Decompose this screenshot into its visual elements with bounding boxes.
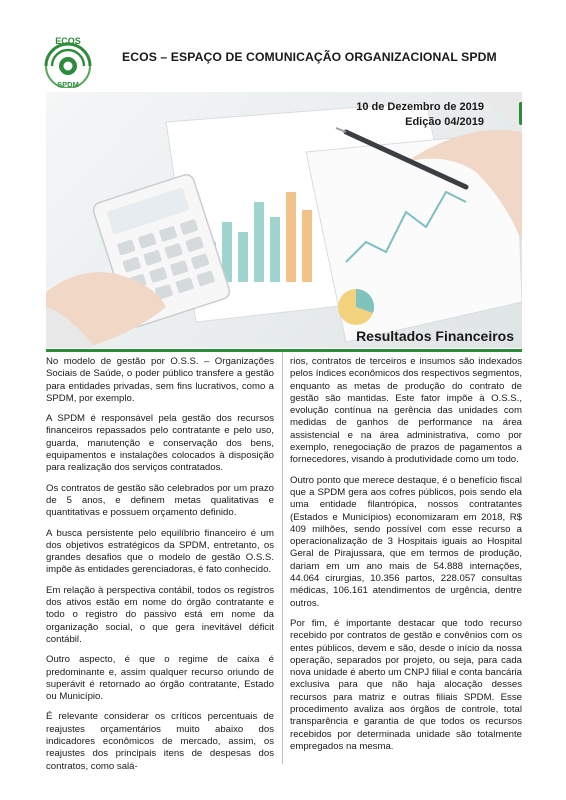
hero-image — [46, 92, 522, 348]
article-paragraph: No modelo de gestão por O.S.S. – Organizações Sociais de Saúde, o poder público transfere a gestão para entidades privadas, sem fins lucrativos, como a SPDM, por exemplo. — [46, 356, 274, 404]
article-paragraph: Em relação à perspectiva contábil, todos os registros dos ativos estão em nome do órgão contratante e todo o registro do passivo está em nome da organização social, o que gera inevitável déficit contábil. — [46, 584, 274, 645]
hero-illustration — [46, 92, 522, 348]
article-paragraph: rios, contratos de terceiros e insumos são indexados pelos índices econômicos dos respectivos segmentos, enquanto as metas de produção do contrato de gestão são mantidas. Este fator impõe à O.S.S., evolução contínua na gerência das unidades com medidas de ganhos de performance na área assistencial e na área administrativa, como por exemplo, renegociação de prazos de pagamentos a fornecedores, visando à produtividade como um todo. — [290, 356, 522, 466]
article-column-left — [46, 356, 274, 781]
section-rule — [46, 349, 522, 352]
edition-number: Edição 04/2019 — [405, 116, 484, 128]
article-paragraph: A SPDM é responsável pela gestão dos recursos financeiros repassados pelo contratante e pelo uso, guarda, manutenção e conservação dos bens, equipamentos e instalações colocados à disposição para realização dos serviços contratados. — [46, 413, 274, 474]
article-paragraph: Outro ponto que merece destaque, é o benefício fiscal que a SPDM gera aos cofres públicos, pois sendo ela uma entidade filantrópica, nossos contratantes (Estados e Municípios) economizaram em 2018, R$ 409 milhões, sendo possível com esse recurso a operacionalização de 3 Hospitais iguais ao Hospital Geral de Pirajussara, que em termos de produção, dariam em um ano mais de 54.888 internações, 44.064 cirurgias, 10.356 partos, 228.057 consultas médicas, 106.161 atendimentos de urgência, dentre outros. — [290, 474, 522, 609]
article-paragraph: A busca persistente pelo equilíbrio financeiro é um dos objetivos estratégicos da SPDM, entretanto, os grandes desafios que o modelo de gestão O.S.S. impõe às entidades gerenciadoras, é fato conhecido. — [46, 527, 274, 576]
page-title: ECOS – ESPAÇO DE COMUNICAÇÃO ORGANIZACIONAL SPDM — [122, 50, 497, 64]
edition-date: 10 de Dezembro de 2019 — [356, 101, 484, 113]
logo-text-top: ECOS — [55, 36, 81, 46]
logo-text-bottom: SPDM — [57, 80, 79, 88]
section-title: Resultados Financeiros — [356, 328, 514, 344]
column-divider — [282, 352, 283, 764]
article-paragraph: Os contratos de gestão são celebrados por um prazo de 5 anos, e definem metas qualitativas e quantitativas e possuem orçamento definido. — [46, 482, 274, 519]
article-paragraph: Outro aspecto, é que o regime de caixa é predominante e, assim qualquer recurso oriundo de superávit é retornado ao órgão contratante, Estado ou Município. — [46, 654, 274, 703]
edition-info — [356, 100, 484, 130]
logo-icon — [38, 30, 98, 88]
page-header — [0, 0, 566, 92]
article-paragraph: É relevante considerar os críticos percentuais de reajustes orçamentários muito abaixo dos indicadores econômicos de mercado, assim, os reajustes dos principais itens de despesas dos contratos, como salá- — [46, 711, 274, 772]
article-paragraph: Por fim, é importante destacar que todo recurso recebido por contratos de gestão e convênios com os entes públicos, devem e são, desde o início da nossa operação, separados por projeto, ou seja, para cada nova unidade é aberto um CNPJ filial e conta bancária exclusiva para que não haja alocação desses recursos para matriz e outras filiais SPDM. Esse procedimento avaliza aos órgãos de controle, total transparência e garantia de que todos os recursos recebidos por determinada unidade são totalmente empregados na mesma. — [290, 617, 522, 752]
article-column-right — [290, 356, 522, 761]
